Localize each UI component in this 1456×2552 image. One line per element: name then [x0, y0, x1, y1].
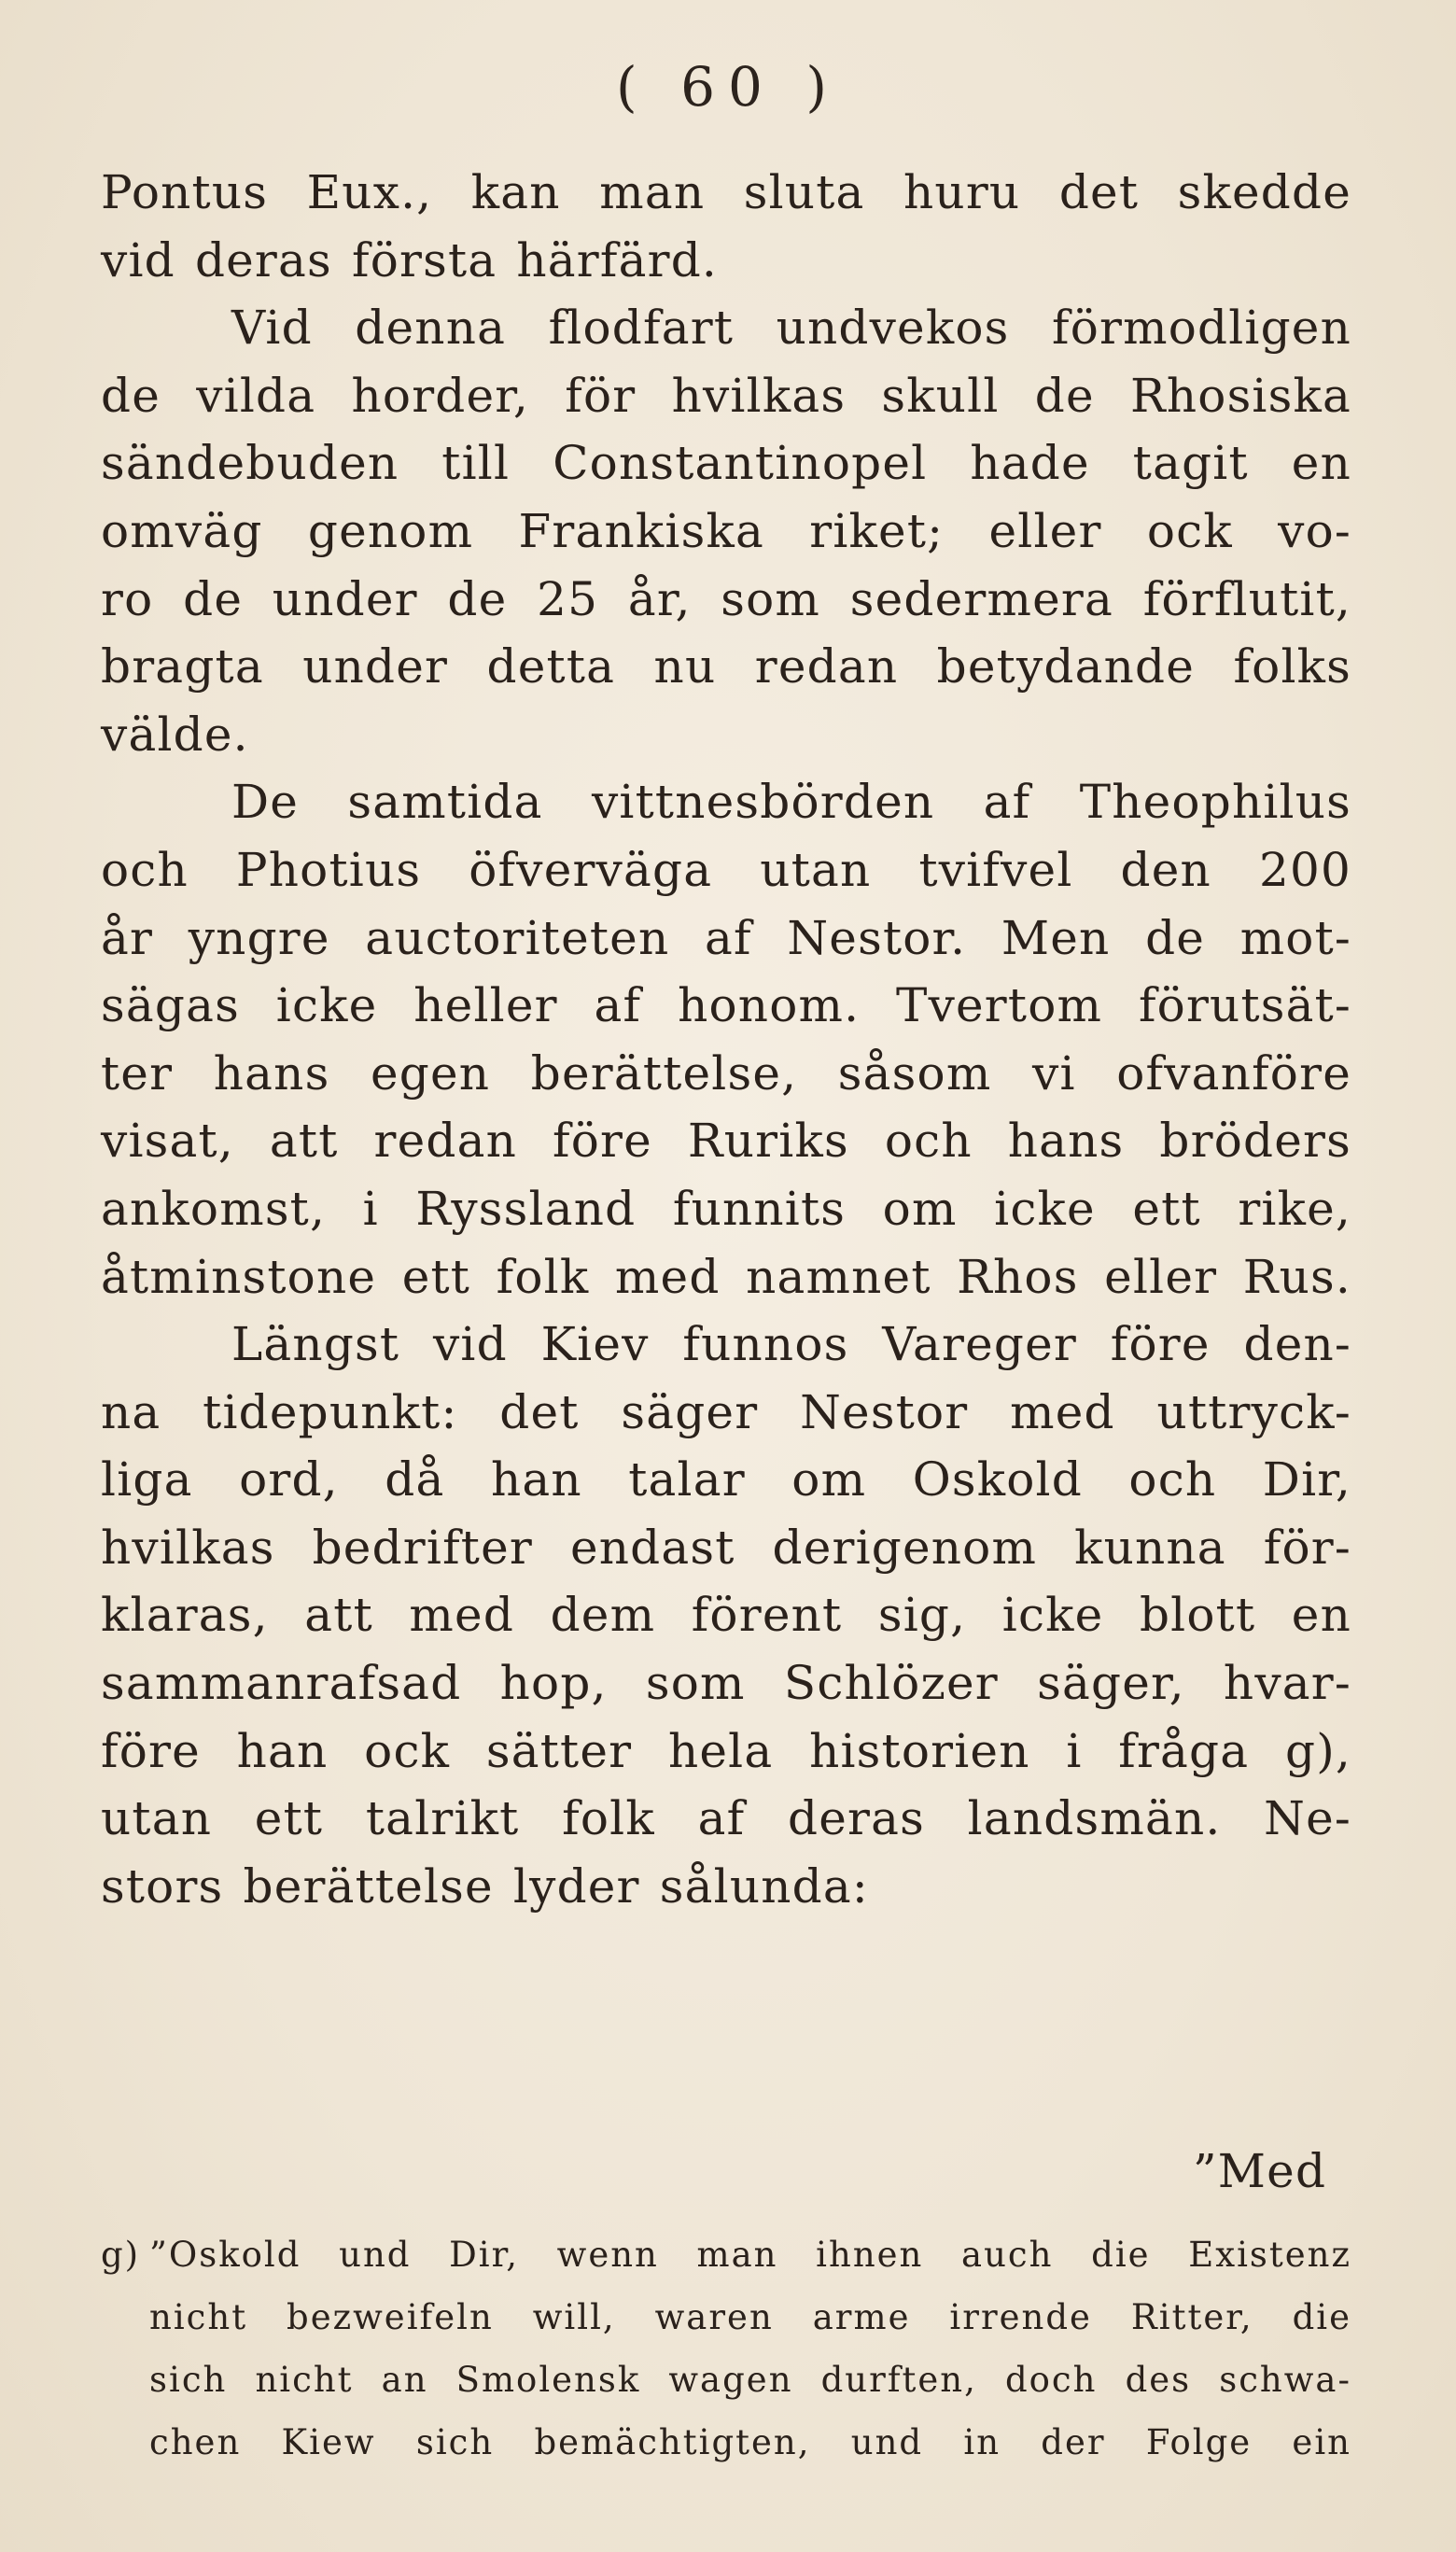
text-line: och Photius öfverväga utan tvifvel den 200 [101, 842, 1351, 897]
text-line: åtminstone ett folk med namnet Rhos eller Rus. [101, 1249, 1351, 1304]
text-line: stors berättelse lyder sålunda: [101, 1858, 869, 1914]
paragraph-2 [101, 294, 1351, 768]
paragraph-4 [101, 1311, 1351, 1920]
footnote-marker: g) [101, 2235, 141, 2275]
text-line: sammanrafsad hop, som Schlözer säger, hvar- [101, 1656, 1351, 1711]
paragraph-1 [101, 159, 1351, 294]
page-number: ( 60 ) [616, 55, 840, 119]
text-line: före han ock sätter hela historien i fråga g), [101, 1723, 1351, 1778]
footnote-line: nicht bezweifeln will, waren arme irrende Ritter, die [149, 2297, 1351, 2337]
footnote-line: sich nicht an Smolensk wagen durften, doch des schwa- [149, 2360, 1351, 2400]
text-line: Pontus Eux., kan man sluta huru det skedde [101, 165, 1351, 219]
text-line: Längst vid Kiev funnos Vareger före den- [231, 1317, 1351, 1372]
text-line: Vid denna flodfart undvekos förmodligen [231, 301, 1351, 356]
text-line: klaras, att med dem förent sig, icke blott en [101, 1588, 1351, 1643]
text-line: vid deras första härfärd. [101, 232, 718, 287]
text-line: visat, att redan före Ruriks och hans bröders [101, 1114, 1351, 1169]
paragraph-3 [101, 768, 1351, 1311]
footnote-line: chen Kiew sich bemächtigten, und in der Folge ein [149, 2422, 1351, 2462]
text-line: sägas icke heller af honom. Tvertom förutsät- [101, 978, 1351, 1033]
footnote-line: ”Oskold und Dir, wenn man ihnen auch die Existenz [149, 2235, 1351, 2275]
text-line: ro de under de 25 år, som sedermera förflutit, [101, 571, 1351, 626]
text-line: de vilda horder, för hvilkas skull de Rhosiska [101, 368, 1351, 423]
footnote [101, 2223, 1351, 2474]
text-line: sändebuden till Constantinopel hade tagit en [101, 436, 1351, 491]
text-line: bragta under detta nu redan betydande folks [101, 639, 1351, 694]
catchword: ”Med [1193, 2144, 1327, 2198]
text-line: utan ett talrikt folk af deras landsmän. Ne- [101, 1791, 1351, 1846]
text-line: liga ord, då han talar om Oskold och Dir, [101, 1452, 1351, 1507]
text-line: välde. [101, 707, 249, 762]
text-line: ankomst, i Ryssland funnits om icke ett rike, [101, 1181, 1351, 1236]
text-line: år yngre auctoriteten af Nestor. Men de mot- [101, 910, 1351, 965]
body-text [101, 159, 1351, 1920]
text-line: na tidepunkt: det säger Nestor med uttryck- [101, 1384, 1351, 1439]
text-line: ter hans egen berättelse, såsom vi ofvanföre [101, 1045, 1351, 1101]
text-line: hvilkas bedrifter endast derigenom kunna för- [101, 1520, 1351, 1575]
text-line: De samtida vittnesbörden af Theophilus [231, 775, 1351, 830]
text-line: omväg genom Frankiska riket; eller ock vo- [101, 503, 1351, 558]
